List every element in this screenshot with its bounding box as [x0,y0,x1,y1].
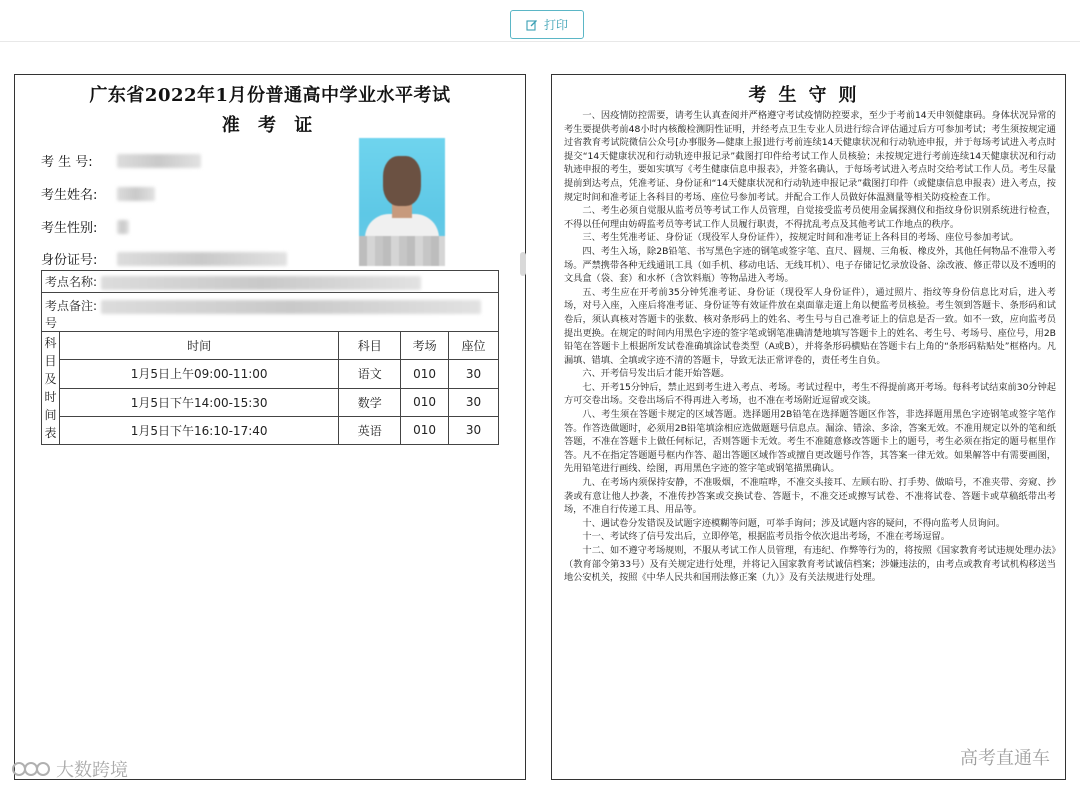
field-label: 考生姓名: [41,188,98,203]
print-button[interactable] [510,10,584,39]
candidate-number-field [41,151,201,170]
site-note-label: 考点备注: [45,299,98,313]
exam-info-table [41,270,499,445]
rule-paragraph: 三、考生凭准考证、身份证（现役军人身份证件），按规定时间和准考证上各科目的考场、座位号参加考试。 [582,232,1019,244]
exam-seat: 30 [449,388,499,416]
rule-paragraph: 十二、如不遵守考场规则，不服从考试工作人员管理，有违纪、作弊等行为的，将按照《国家教育考试违规处理办法》（教育部令第33号）及有关规定进行处理，并将记入国家教育考试诚信档案；涉嫌违法的，由考点或教育考试机构移送当地公安机关，按照《中华人民共和国刑法修正案（九）》及有关法规进行处理。 [564,545,1056,584]
exam-subject: 数学 [339,388,401,416]
rule-paragraph: 八、考生须在答题卡规定的区域答题。选择题用2B铅笔在选择题答题区作答，非选择题用黑色字迹钢笔或签字笔作答。作答选做题时，必须用2B铅笔填涂相应选做题题号信息点。漏涂、错涂、多涂，答案无效。不准用规定以外的笔和纸答题，不准在答题卡上做任何标记，否则答题卡无效。考生不准随意修改答题卡上的题号，考生必须在指定的题号框里作答。凡不在指定答题题号框内作答、超出答题区域作答或擅自更改题号作答，其答案一律无效。如果解答中有需要画图，先用铅笔进行画线、绘图，再用黑色字迹的签字笔或钢笔描黑确认。 [564,409,1056,475]
exam-room: 010 [401,416,449,444]
header-seat: 座位 [449,332,499,360]
redacted-value [117,252,287,266]
rules-title: 考生守则 [748,85,869,106]
exam-room: 010 [401,360,449,388]
exam-seat: 30 [449,360,499,388]
schedule-header-row [42,332,499,360]
redacted-value [101,276,421,290]
rule-paragraph: 五、考生应在开考前35分钟凭准考证、身份证（现役军人身份证件），通过照片、指纹等身份信息比对后，进入考场，对号入座，入座后将准考证、身份证等有效证件放在桌面靠走道上角以便监考员核验。考生领到答题卡、条形码和试卷后，须认真核对答题卡的张数、核对条形码上的姓名、考生号与自己准考证上的信息是否一致。如不一致，应向监考员提出更换。在规定的时间内用黑色字迹的签字笔或钢笔准确清楚地填写答题卡上的姓名、考生号、考场号、座位号，用2B铅笔在答题卡上根据所发试卷准确填涂试卷类型（A或B），并将条形码横贴在答题卡右上角的“条形码粘贴处”框格内。凡漏填、错填、全填或字迹不清的答题卡，导致无法正常评卷的，责任考生自负。 [564,286,1056,366]
rule-paragraph: 六、开考信号发出后才能开始答题。 [582,368,730,380]
site-note-tail: 号 [45,316,58,330]
redacted-value [101,300,481,314]
header-time: 时间 [59,332,338,360]
field-label: 考生性别: [41,221,98,236]
candidate-gender-field [41,217,129,236]
redacted-value [117,220,129,234]
site-name-label: 考点名称: [45,275,98,289]
site-name-row [42,271,499,293]
site-note-row [42,293,499,332]
field-label: 考 生 号: [41,155,93,170]
exam-time: 1月5日上午09:00-11:00 [59,360,338,388]
print-button-label: 打印 [543,18,568,32]
exam-subject: 英语 [339,416,401,444]
watermark-left-text: 大数跨境 [56,760,128,781]
field-label: 身份证号: [41,253,98,268]
header-room: 考场 [401,332,449,360]
rule-paragraph: 七、开考15分钟后，禁止迟到考生进入考点、考场。考试过程中，考生不得提前离开考场。每科考试结束前30分钟起方可交卷出场。交卷出场后不得再进入考场，也不准在考场附近逗留或交谈。 [564,381,1056,407]
rule-paragraph: 十、遇试卷分发错误及试题字迹模糊等问题，可举手询问；涉及试题内容的疑问，不得向监考人员询问。 [582,517,1006,529]
rule-paragraph: 二、考生必须自觉服从监考员等考试工作人员管理，自觉接受监考员使用金属探测仪和指纹身份识别系统进行检查，不得以任何理由妨碍监考员等考试工作人员履行职责，不得扰乱考点及其他考试工作地点的秩序。 [564,205,1056,230]
table-row [42,416,499,444]
scrollbar-thumb[interactable] [520,252,526,276]
admission-card [14,74,526,780]
exam-seat: 30 [449,416,499,444]
header-subject: 科目 [339,332,401,360]
rule-paragraph: 十一、考试终了信号发出后，立即停笔，根据监考员指令依次退出考场，不准在考场逗留。 [582,531,950,543]
watermark-right: 高考直通车 [960,748,1050,769]
id-number-field [41,249,287,268]
exam-subject: 语文 [339,360,401,388]
candidate-photo [359,138,445,266]
card-subtitle: 准 考 证 [221,115,319,136]
rule-paragraph: 一、因疫情防控需要，请考生认真查阅并严格遵守考试疫情防控要求，至少于考前14天申领健康码。身体状况异常的考生要提供考前48小时内核酸检测阴性证明，并经考点卫生专业人员进行综合评估通过后方可参加考试；考生须按规定通过省教育考试院微信公众号[办事服务—健康上报]进行考前连续14天健康状况和行动轨迹申报，并于每场考试进入考点时提交“14天健康状况和行动轨迹申报记录”截图打印件给考试工作人员核验；未按规定进行考前连续14天健康状况和行动轨迹申报的考生，要如实填写《考生健康信息申报表》，并签名确认，于每场考试进入考点时交给考试工作人员。考生尽量提前到达考点，凭准考证、身份证和“14天健康状况和行动轨迹申报记录”截图打印件（或健康信息申报表）进入考点，按规定时间和准考证上各科目的考场、座位号参加考试。并配合工作人员做好体温测量等相关防疫检查工作。 [564,110,1056,203]
exam-rules-panel [551,74,1066,780]
exam-time: 1月5日下午14:00-15:30 [59,388,338,416]
schedule-side-label: 科目及时间表 [42,332,60,445]
toolbar [0,0,1080,42]
rules-body [564,109,1056,585]
rule-paragraph: 九、在考场内须保持安静，不准吸烟，不准喧哗，不准交头接耳、左顾右盼、打手势、做暗号，不准夹带、旁窥、抄袭或有意让他人抄袭，不准传抄答案或交换试卷、答题卡，不准交还或擦写试卷、不准将试卷、答题卡或草稿纸带出考场，不准自行传递工具、用品等。 [564,477,1056,516]
card-title: 广东省2022年1月份普通高中学业水平考试 [89,85,451,106]
edit-icon [526,19,538,31]
table-row [42,388,499,416]
table-row [42,360,499,388]
candidate-name-field [41,184,155,203]
redacted-value [117,154,201,168]
exam-room: 010 [401,388,449,416]
rule-paragraph: 四、考生入场，除2B铅笔、书写黑色字迹的钢笔或签字笔、直尺、圆规、三角板、橡皮外，其他任何物品不准带入考场。严禁携带各种无线通讯工具（如手机、移动电话、无线耳机）、电子存储记忆录放设备、涂改液、修正带以及不透明的文具盒（袋、套）和水杯（含饮料瓶）等物品进入考场。 [564,245,1056,285]
exam-time: 1月5日下午16:10-17:40 [59,416,338,444]
redacted-value [117,187,155,201]
